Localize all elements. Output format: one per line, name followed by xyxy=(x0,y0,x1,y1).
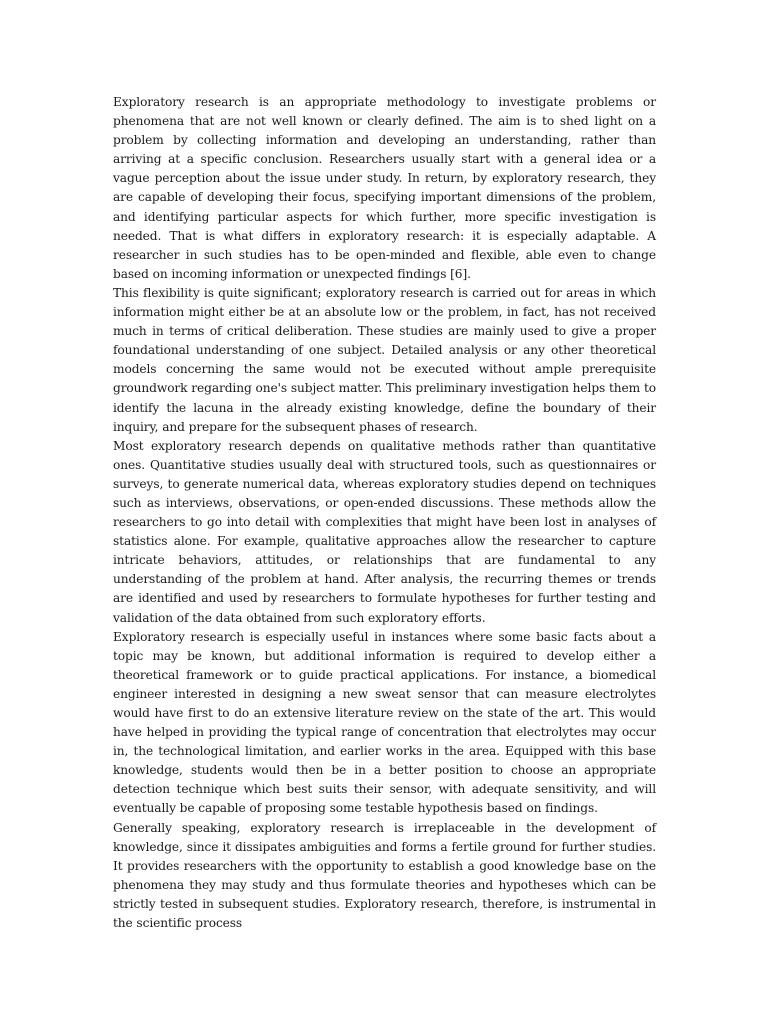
document-body xyxy=(113,93,656,933)
paragraph-qualitative-methods: Most exploratory research depends on qualitative methods rather than quantitative ones. Quantitative studies usually deal with structured tools, such as questionnaires or surveys, to generate numerical data, whereas exploratory studies depend on techniques such as interviews, observations, or open-ended discussions. These methods allow the researchers to go into detail with complexities that might have been lost in analyses of statistics alone. For example, qualitative approaches allow the researcher to capture intricate behaviors, attitudes, or relationships that are fundamental to any understanding of the problem at hand. After analysis, the recurring themes or trends are identified and used by researchers to formulate hypotheses for further testing and validation of the data obtained from such exploratory efforts. xyxy=(113,438,656,625)
paragraph-flexibility: This flexibility is quite significant; exploratory research is carried out for areas in which information might either be at an absolute low or the problem, in fact, has not received much in terms of critical deliberation. These studies are mainly used to give a proper foundational understanding of one subject. Detailed analysis or any other theoretical models concerning the same would not be executed without ample prerequisite groundwork regarding one's subject matter. This preliminary investigation helps them to identify the lacuna in the already existing knowledge, define the boundary of their inquiry, and prepare for the subsequent phases of research. xyxy=(113,285,656,434)
paragraph-exploratory-definition: Exploratory research is an appropriate methodology to investigate problems or phenomena that are not well known or clearly defined. The aim is to shed light on a problem by collecting information and developing an understanding, rather than arriving at a specific conclusion. Researchers usually start with a general idea or a vague perception about the issue under study. In return, by exploratory research, they are capable of developing their focus, specifying important dimensions of the problem, and identifying particular aspects for which further, more specific investigation is needed. That is what differs in exploratory research: it is especially adaptable. A researcher in such studies has to be open-minded and flexible, able even to change based on incoming information or unexpected findings [6]. xyxy=(113,95,656,281)
paragraph-conclusion: Generally speaking, exploratory research is irreplaceable in the development of knowledge, since it dissipates ambiguities and forms a fertile ground for further studies. It provides researchers with the opportunity to establish a good knowledge base on the phenomena they may study and thus formulate theories and hypotheses which can be strictly tested in subsequent studies. Exploratory research, therefore, is instrumental in the scientific process xyxy=(113,820,656,931)
paragraph-usefulness-example: Exploratory research is especially useful in instances where some basic facts about a topic may be known, but additional information is required to develop either a theoretical framework or to guide practical applications. For instance, a biomedical engineer interested in designing a new sweat sensor that can measure electrolytes would have first to do an extensive literature review on the state of the art. This would have helped in providing the typical range of concentration that electrolytes may occur in, the technological limitation, and earlier works in the area. Equipped with this base knowledge, students would then be in a better position to choose an appropriate detection technique which best suits their sensor, with adequate sensitivity, and will eventually be capable of proposing some testable hypothesis based on findings. xyxy=(113,629,656,816)
